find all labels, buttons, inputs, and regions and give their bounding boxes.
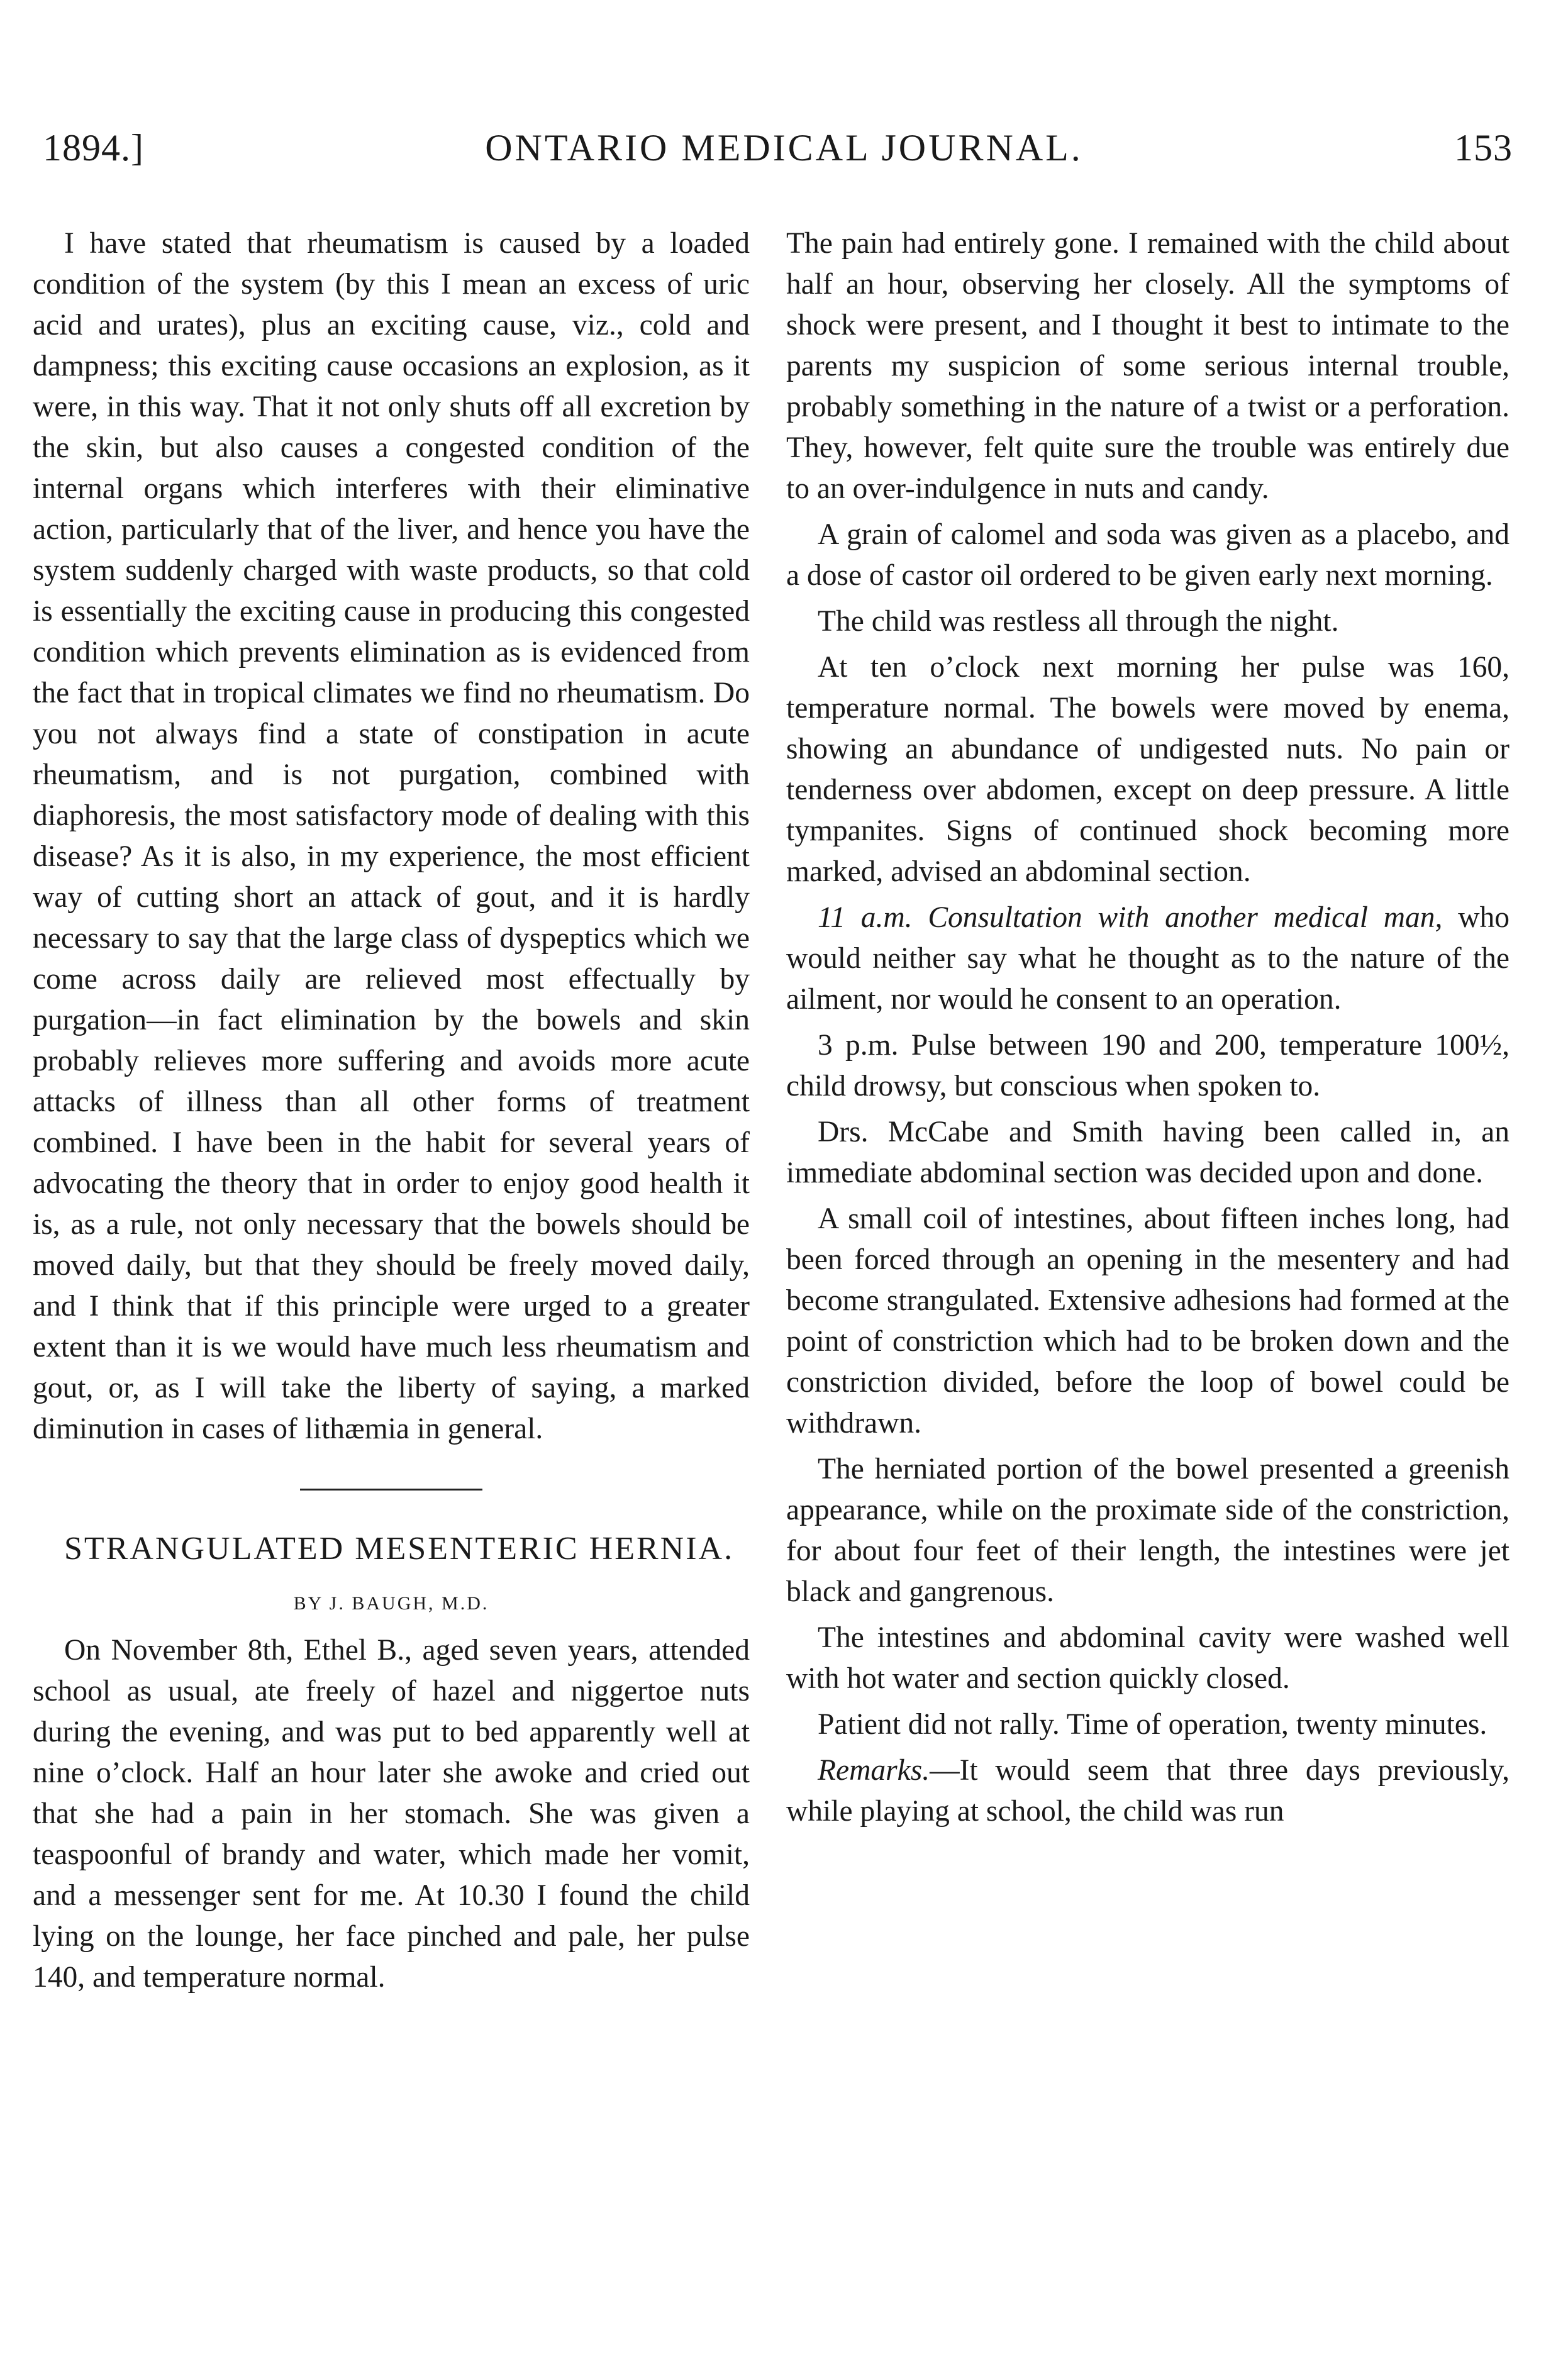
case-paragraph: Patient did not rally. Time of operation, twenty minutes. [818, 1708, 1487, 1741]
case-paragraph: A small coil of intestines, about fifteen inches long, had been forced through an opening in the mesentery and had become strangulated. Extensive adhesions had formed at the point of constriction which had to be broken down and the constriction divided, before the loop of bowel could be withdrawn. [786, 1202, 1510, 1440]
article-title: STRANGULATED MESENTERIC HERNIA. [64, 1531, 735, 1567]
time-label: 11 a.m. [818, 901, 913, 934]
section-divider [300, 1489, 482, 1491]
case-paragraph: The herniated portion of the bowel presented a greenish appearance, while on the proximate side of the constriction, for about four feet of their length, the intestines were jet black and gangrenous. [786, 1453, 1510, 1608]
consultation-paragraph [786, 897, 1510, 1020]
remarks-paragraph [786, 1750, 1510, 1832]
case-intro-paragraph: On November 8th, Ethel B., aged seven years, attended school as usual, ate freely of hazel and niggertoe nuts during the evening, and was put to bed apparently well at nine o’clock. Half an hour later she awoke and cried out that she had a pain in her stomach. She was given a teaspoonful of brandy and water, which made her vomit, and a messenger sent for me. At 10.30 I found the child lying on the lounge, her face pinched and pale, her pulse 140, and temperature normal. [33, 1634, 750, 1994]
consultation-text: who would neither say what he thought as to the nature of the ailment, nor would he consent to an operation. [786, 901, 1510, 1016]
right-column [786, 223, 1510, 1832]
rheumatism-paragraph: I have stated that rheumatism is caused by a loaded condition of the system (by this I mean an excess of uric acid and urates), plus an exciting cause, viz., cold and dampness; this exciting cause occasions an explosion, as it were, in this way. That it not only shuts off all excretion by the skin, but also causes a congested condition of the internal organs which interferes with their eliminative action, particularly that of the liver, and hence you have the system suddenly charged with waste products, so that cold is essentially the exciting cause in producing this congested condition which prevents elimination as is evidenced from the fact that in tropical climates we find no rheumatism. Do you not always find a state of constipation in acute rheumatism, and is not purgation, combined with diaphoresis, the most satisfactory mode of dealing with this disease? As it is also, in my experience, the most efficient way of cutting short an attack of gout, and it is hardly necessary to say that the large class of dyspeptics which we come across daily are relieved most effectually by purgation—in fact elimination by the bowels and skin probably relieves more suffering and avoids more acute attacks of illness than all other forms of treatment combined. I have been in the habit for several years of advocating the theory that in order to enjoy good health it is, as a rule, not only necessary that the bowels should be moved daily, but that they should be freely moved daily, and I think that if this principle were urged to a greater extent than it is we would have much less rheumatism and gout, or, as I will take the liberty of saying, a marked diminution in cases of lithæmia in general. [33, 227, 750, 1445]
article-byline: BY J. BAUGH, M.D. [293, 1593, 489, 1614]
header-year: 1894.] [43, 127, 144, 169]
case-paragraph: The intestines and abdominal cavity were washed well with hot water and section quickly closed. [786, 1621, 1510, 1695]
case-paragraph: At ten o’clock next morning her pulse was 160, temperature normal. The bowels were moved by enema, showing an abundance of undigested nuts. No pain or tenderness over abdomen, except on deep pressure. A little tympanites. Signs of continued shock becoming more marked, advised an abdominal section. [786, 651, 1510, 888]
remarks-text: —It would seem that three days previously, while playing at school, the child was run [786, 1754, 1510, 1828]
case-paragraph: The child was restless all through the night. [818, 605, 1339, 638]
remarks-label: Remarks. [818, 1754, 930, 1787]
consultation-heading: Consultation with another medical man, [928, 901, 1443, 934]
page-number: 153 [1454, 127, 1513, 169]
journal-title: ONTARIO MEDICAL JOURNAL. [485, 127, 1083, 169]
case-paragraph: 3 p.m. Pulse between 190 and 200, temperature 100½, child drowsy, but conscious when spoken to. [786, 1029, 1510, 1102]
case-paragraph: Drs. McCabe and Smith having been called in, an immediate abdominal section was decided upon and done. [786, 1116, 1510, 1189]
case-paragraph: A grain of calomel and soda was given as a placebo, and a dose of castor oil ordered to be given early next morning. [786, 518, 1510, 592]
case-paragraph: The pain had entirely gone. I remained with the child about half an hour, observing her closely. All the symptoms of shock were present, and I thought it best to intimate to the parents my suspicion of some serious internal trouble, probably something in the nature of a twist or a perforation. They, however, felt quite sure the trouble was entirely due to an over-indulgence in nuts and candy. [786, 227, 1510, 505]
left-column [33, 223, 750, 1998]
